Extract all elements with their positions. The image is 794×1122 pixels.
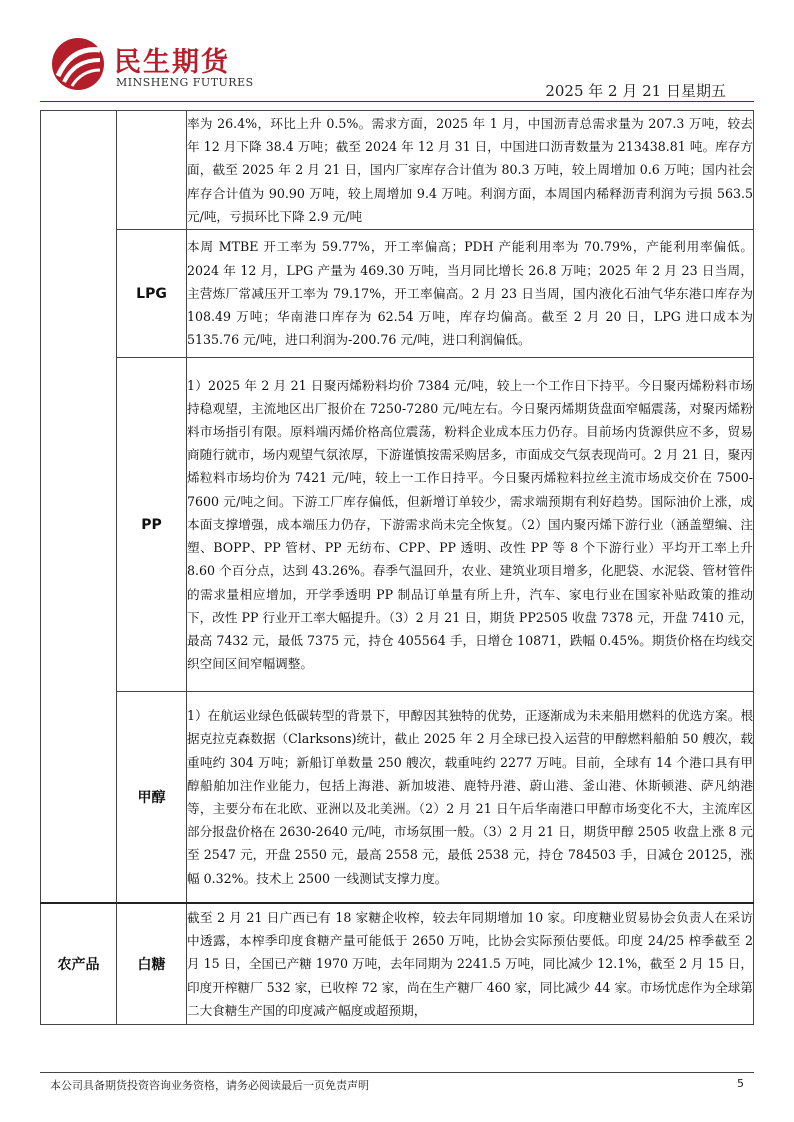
product-cell-methanol: 甲醇	[117, 692, 187, 904]
product-cell	[117, 111, 187, 230]
product-cell-lpg: LPG	[117, 230, 187, 358]
category-cell-agri: 农产品	[41, 903, 117, 1025]
logo-chinese-name: 民生期货	[114, 47, 230, 78]
minsheng-logo-icon	[50, 36, 106, 92]
header-divider	[40, 101, 754, 102]
footer-disclaimer: 本公司具备期货投资咨询业务资格，请务必阅读最后一页免责声明	[50, 1079, 369, 1092]
report-date: 2025 年 2 月 21 日星期五	[545, 82, 726, 100]
page-number: 5	[737, 1077, 744, 1090]
product-cell-sugar: 白糖	[117, 903, 187, 1025]
analysis-text-pp: 1）2025 年 2 月 21 日聚丙烯粉料均价 7384 元/吨，较上一个工作日下持平。今日聚丙烯粉料市场持稳观望，主流地区出厂报价在 7250-7280 元/吨左右。今日聚丙烯期货盘面窄幅震荡，对聚丙烯粉料市场指引有限。原料端丙烯价格高位震荡，粉料企业成本压力仍存。目前场内货源供应不多，贸易商随行就市，场内观望气氛浓厚，下游谨慎按需采购居多，市面成交气氛表现尚可。2 月 21 日，聚丙烯粒料市场均价为 7421 元/吨，较上一工作日持平。今日聚丙烯粒料拉丝主流市场成交价在 7500-7600 元/吨之间。下游工厂库存偏低，但新增订单较少，需求端预期有利好趋势。国际油价上涨，成本面支撑增强，成本端压力仍存，下游需求尚未完全恢复。（2）国内聚丙烯下游行业（涵盖塑编、注塑、BOPP、PP 管材、PP 无纺布、CPP、PP 透明、改性 PP 等 8 个下游行业）平均开工率上升 8.60 个百分点，达到 43.26%。春季气温回升，农业、建筑业项目增多，化肥袋、水泥袋、管材管件的需求量相应增加，开学季透明 PP 制品订单量有所上升，汽车、家电行业在国家补贴政策的推动下，改性 PP 行业开工率大幅提升。（3）2 月 21 日，期货 PP2505 收盘 7378 元，开盘 7410 元，最高 7432 元，最低 7375 元，持仓 405564 手，日增仓 10871，跌幅 0.45%。期货价格在均线交织空间区间窄幅调整。	[187, 358, 754, 692]
page-header	[40, 34, 754, 104]
table-row	[41, 903, 754, 1025]
analysis-text: 率为 26.4%，环比上升 0.5%。需求方面，2025 年 1 月，中国沥青总需求量为 207.3 万吨，较去年 12 月下降 38.4 万吨；截至 2024 年 12 月 31 日，中国进口沥青数量为 213438.81 吨。库存方面，截至 2025 年 2 月 21 日，国内厂家库存合计值为 80.3 万吨，较上周增加 0.6 万吨；国内社会库存合计值为 90.90 万吨，较上周增加 9.4 万吨。利润方面，本周国内稀释沥青利润为亏损 563.5 元/吨，亏损环比下降 2.9 元/吨	[187, 111, 754, 230]
analysis-text-methanol: 1）在航运业绿色低碳转型的背景下，甲醇因其独特的优势，正逐渐成为未来船用燃料的优选方案。根据克拉克森数据（Clarksons)统计，截止 2025 年 2 月全球已投入运营的甲醇燃料船舶 50 艘次，载重吨约 304 万吨；新船订单数量 250 艘次，载重吨约 2277 万吨。目前，全球有 14 个港口具有甲醇船舶加注作业能力，包括上海港、新加坡港、鹿特丹港、蔚山港、釜山港、休斯顿港、萨凡纳港等，主要分布在北欧、亚洲以及北美洲。（2）2 月 21 日午后华南港口甲醇市场变化不大，主流库区部分报盘价格在 2630-2640 元/吨，市场氛围一般。（3）2 月 21 日，期货甲醇 2505 收盘上涨 8 元至 2547 元，开盘 2550 元，最高 2558 元，最低 2538 元，持仓 784503 手，日减仓 20125，涨幅 0.32%。技术上 2500 一线测试支撑力度。	[187, 692, 754, 904]
analysis-text-lpg: 本周 MTBE 开工率为 59.77%，开工率偏高；PDH 产能利用率为 70.79%，产能利用率偏低。2024 年 12 月，LPG 产量为 469.30 万吨，当月同比增长 26.8 万吨；2025 年 2 月 23 日当周，主营炼厂常减压开工率为 79.17%，开工率偏高。2 月 23 日当周，国内液化石油气华东港口库存为 108.49 万吨；华南港口库存为 62.54 万吨，库存均偏高。截至 2 月 20 日，LPG 进口成本为 5135.76 元/吨，进口利润为-200.76 元/吨，进口利润偏低。	[187, 230, 754, 358]
commodity-table	[40, 110, 754, 1025]
category-cell	[41, 111, 117, 904]
table-row	[41, 111, 754, 230]
footer-divider	[40, 1072, 754, 1073]
product-cell-pp: PP	[117, 358, 187, 692]
table-row	[41, 230, 754, 358]
analysis-text-sugar: 截至 2 月 21 日广西已有 18 家糖企收榨，较去年同期增加 10 家。印度糖业贸易协会负责人在采访中透露，本榨季印度食糖产量可能低于 2650 万吨，比协会实际预估要低。印度 24/25 榨季截至 2 月 15 日，全国已产糖 1970 万吨，去年同期为 2241.5 万吨，同比减少 12.1%，截至 2 月 15 日，印度开榨糖厂 532 家，已收榨 72 家，尚在生产糖厂 460 家，同比减少 44 家。市场忧虑作为全球第二大食糖生产国的印度减产幅度或超预期，	[187, 903, 754, 1025]
table-row	[41, 692, 754, 904]
logo-english-name: MINSHENG FUTURES	[116, 76, 254, 89]
table-row	[41, 358, 754, 692]
